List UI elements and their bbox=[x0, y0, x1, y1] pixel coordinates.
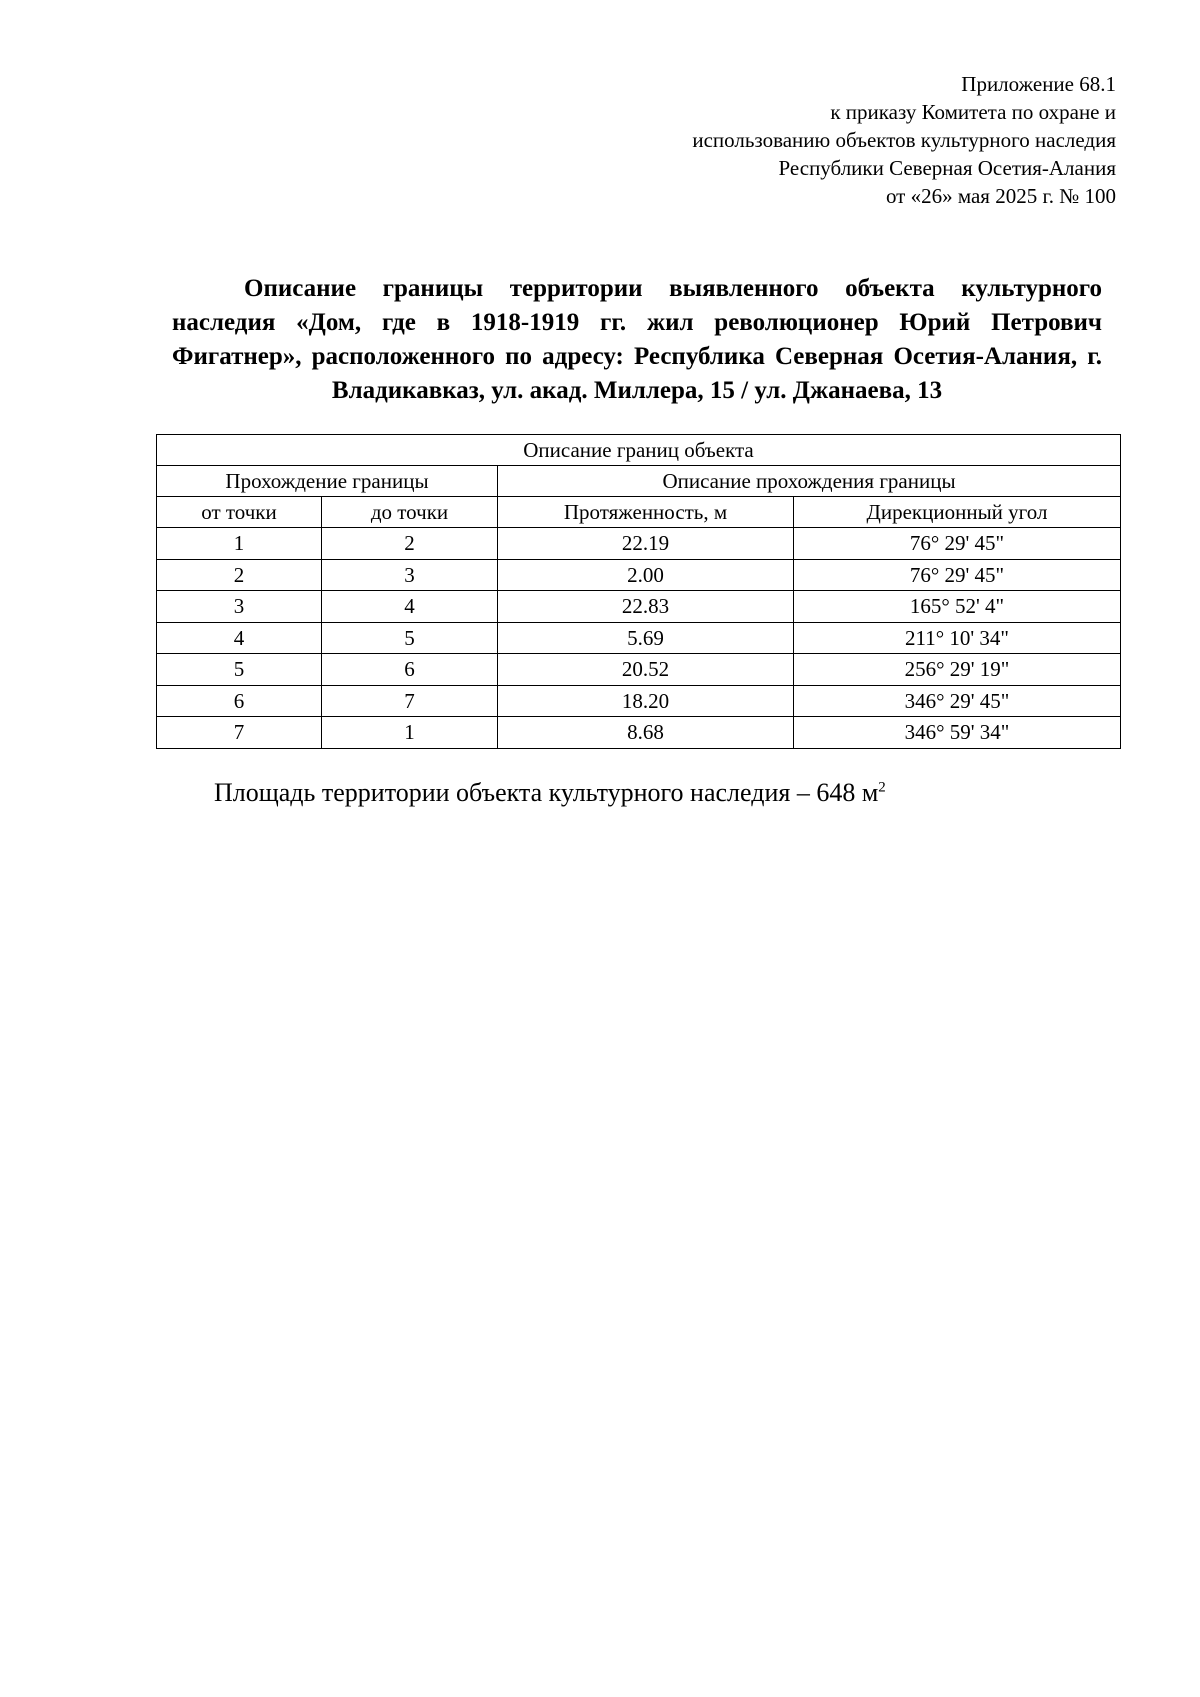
cell-to-point: 1 bbox=[322, 717, 498, 749]
cell-bearing: 211° 10' 34" bbox=[794, 622, 1121, 654]
area-text: Площадь территории объекта культурного наследия – 648 м bbox=[214, 778, 879, 807]
area-unit-superscript: 2 bbox=[878, 779, 886, 796]
cell-length: 20.52 bbox=[498, 654, 794, 686]
table-row bbox=[157, 685, 1121, 717]
cell-from-point: 6 bbox=[157, 685, 322, 717]
cell-length: 22.83 bbox=[498, 591, 794, 623]
cell-bearing: 256° 29' 19" bbox=[794, 654, 1121, 686]
group-header-description: Описание прохождения границы bbox=[498, 466, 1121, 497]
table-row bbox=[157, 654, 1121, 686]
cell-length: 18.20 bbox=[498, 685, 794, 717]
cell-bearing: 346° 59' 34" bbox=[794, 717, 1121, 749]
cell-bearing: 346° 29' 45" bbox=[794, 685, 1121, 717]
table-row bbox=[157, 528, 1121, 560]
cell-bearing: 76° 29' 45" bbox=[794, 528, 1121, 560]
cell-from-point: 2 bbox=[157, 559, 322, 591]
appendix-header bbox=[516, 70, 1116, 210]
column-header-to-point: до точки bbox=[322, 497, 498, 528]
cell-length: 2.00 bbox=[498, 559, 794, 591]
table-caption: Описание границ объекта bbox=[157, 435, 1121, 466]
cell-length: 8.68 bbox=[498, 717, 794, 749]
table-row bbox=[157, 591, 1121, 623]
group-header-passage: Прохождение границы bbox=[157, 466, 498, 497]
table-row bbox=[157, 717, 1121, 749]
header-line: к приказу Комитета по охране и bbox=[830, 100, 1116, 124]
boundary-table bbox=[156, 434, 1121, 749]
area-statement bbox=[214, 776, 886, 810]
cell-from-point: 5 bbox=[157, 654, 322, 686]
cell-to-point: 6 bbox=[322, 654, 498, 686]
column-header-length: Протяженность, м bbox=[498, 497, 794, 528]
cell-to-point: 7 bbox=[322, 685, 498, 717]
header-line: Приложение 68.1 bbox=[961, 72, 1116, 96]
cell-from-point: 7 bbox=[157, 717, 322, 749]
column-header-bearing: Дирекционный угол bbox=[794, 497, 1121, 528]
cell-to-point: 4 bbox=[322, 591, 498, 623]
table-row bbox=[157, 622, 1121, 654]
document-title: Описание границы территории выявленного объекта культурного наследия «Дом, где в 1918-1919 гг. жил революционер Юрий Петрович Фигатнер», расположенного по адресу: Республика Северная Осетия-Алания, г. Владикавказ, ул. акад. Миллера, 15 / ул. Джанаева, 13 bbox=[172, 275, 1102, 404]
header-line: от «26» мая 2025 г. № 100 bbox=[885, 184, 1116, 208]
header-line: использованию объектов культурного наследия bbox=[692, 128, 1116, 152]
column-header-from-point: от точки bbox=[157, 497, 322, 528]
cell-bearing: 165° 52' 4" bbox=[794, 591, 1121, 623]
cell-from-point: 3 bbox=[157, 591, 322, 623]
cell-length: 5.69 bbox=[498, 622, 794, 654]
cell-to-point: 3 bbox=[322, 559, 498, 591]
table-row bbox=[157, 559, 1121, 591]
cell-from-point: 4 bbox=[157, 622, 322, 654]
cell-bearing: 76° 29' 45" bbox=[794, 559, 1121, 591]
cell-length: 22.19 bbox=[498, 528, 794, 560]
cell-from-point: 1 bbox=[157, 528, 322, 560]
cell-to-point: 2 bbox=[322, 528, 498, 560]
cell-to-point: 5 bbox=[322, 622, 498, 654]
header-line: Республики Северная Осетия-Алания bbox=[778, 156, 1116, 180]
